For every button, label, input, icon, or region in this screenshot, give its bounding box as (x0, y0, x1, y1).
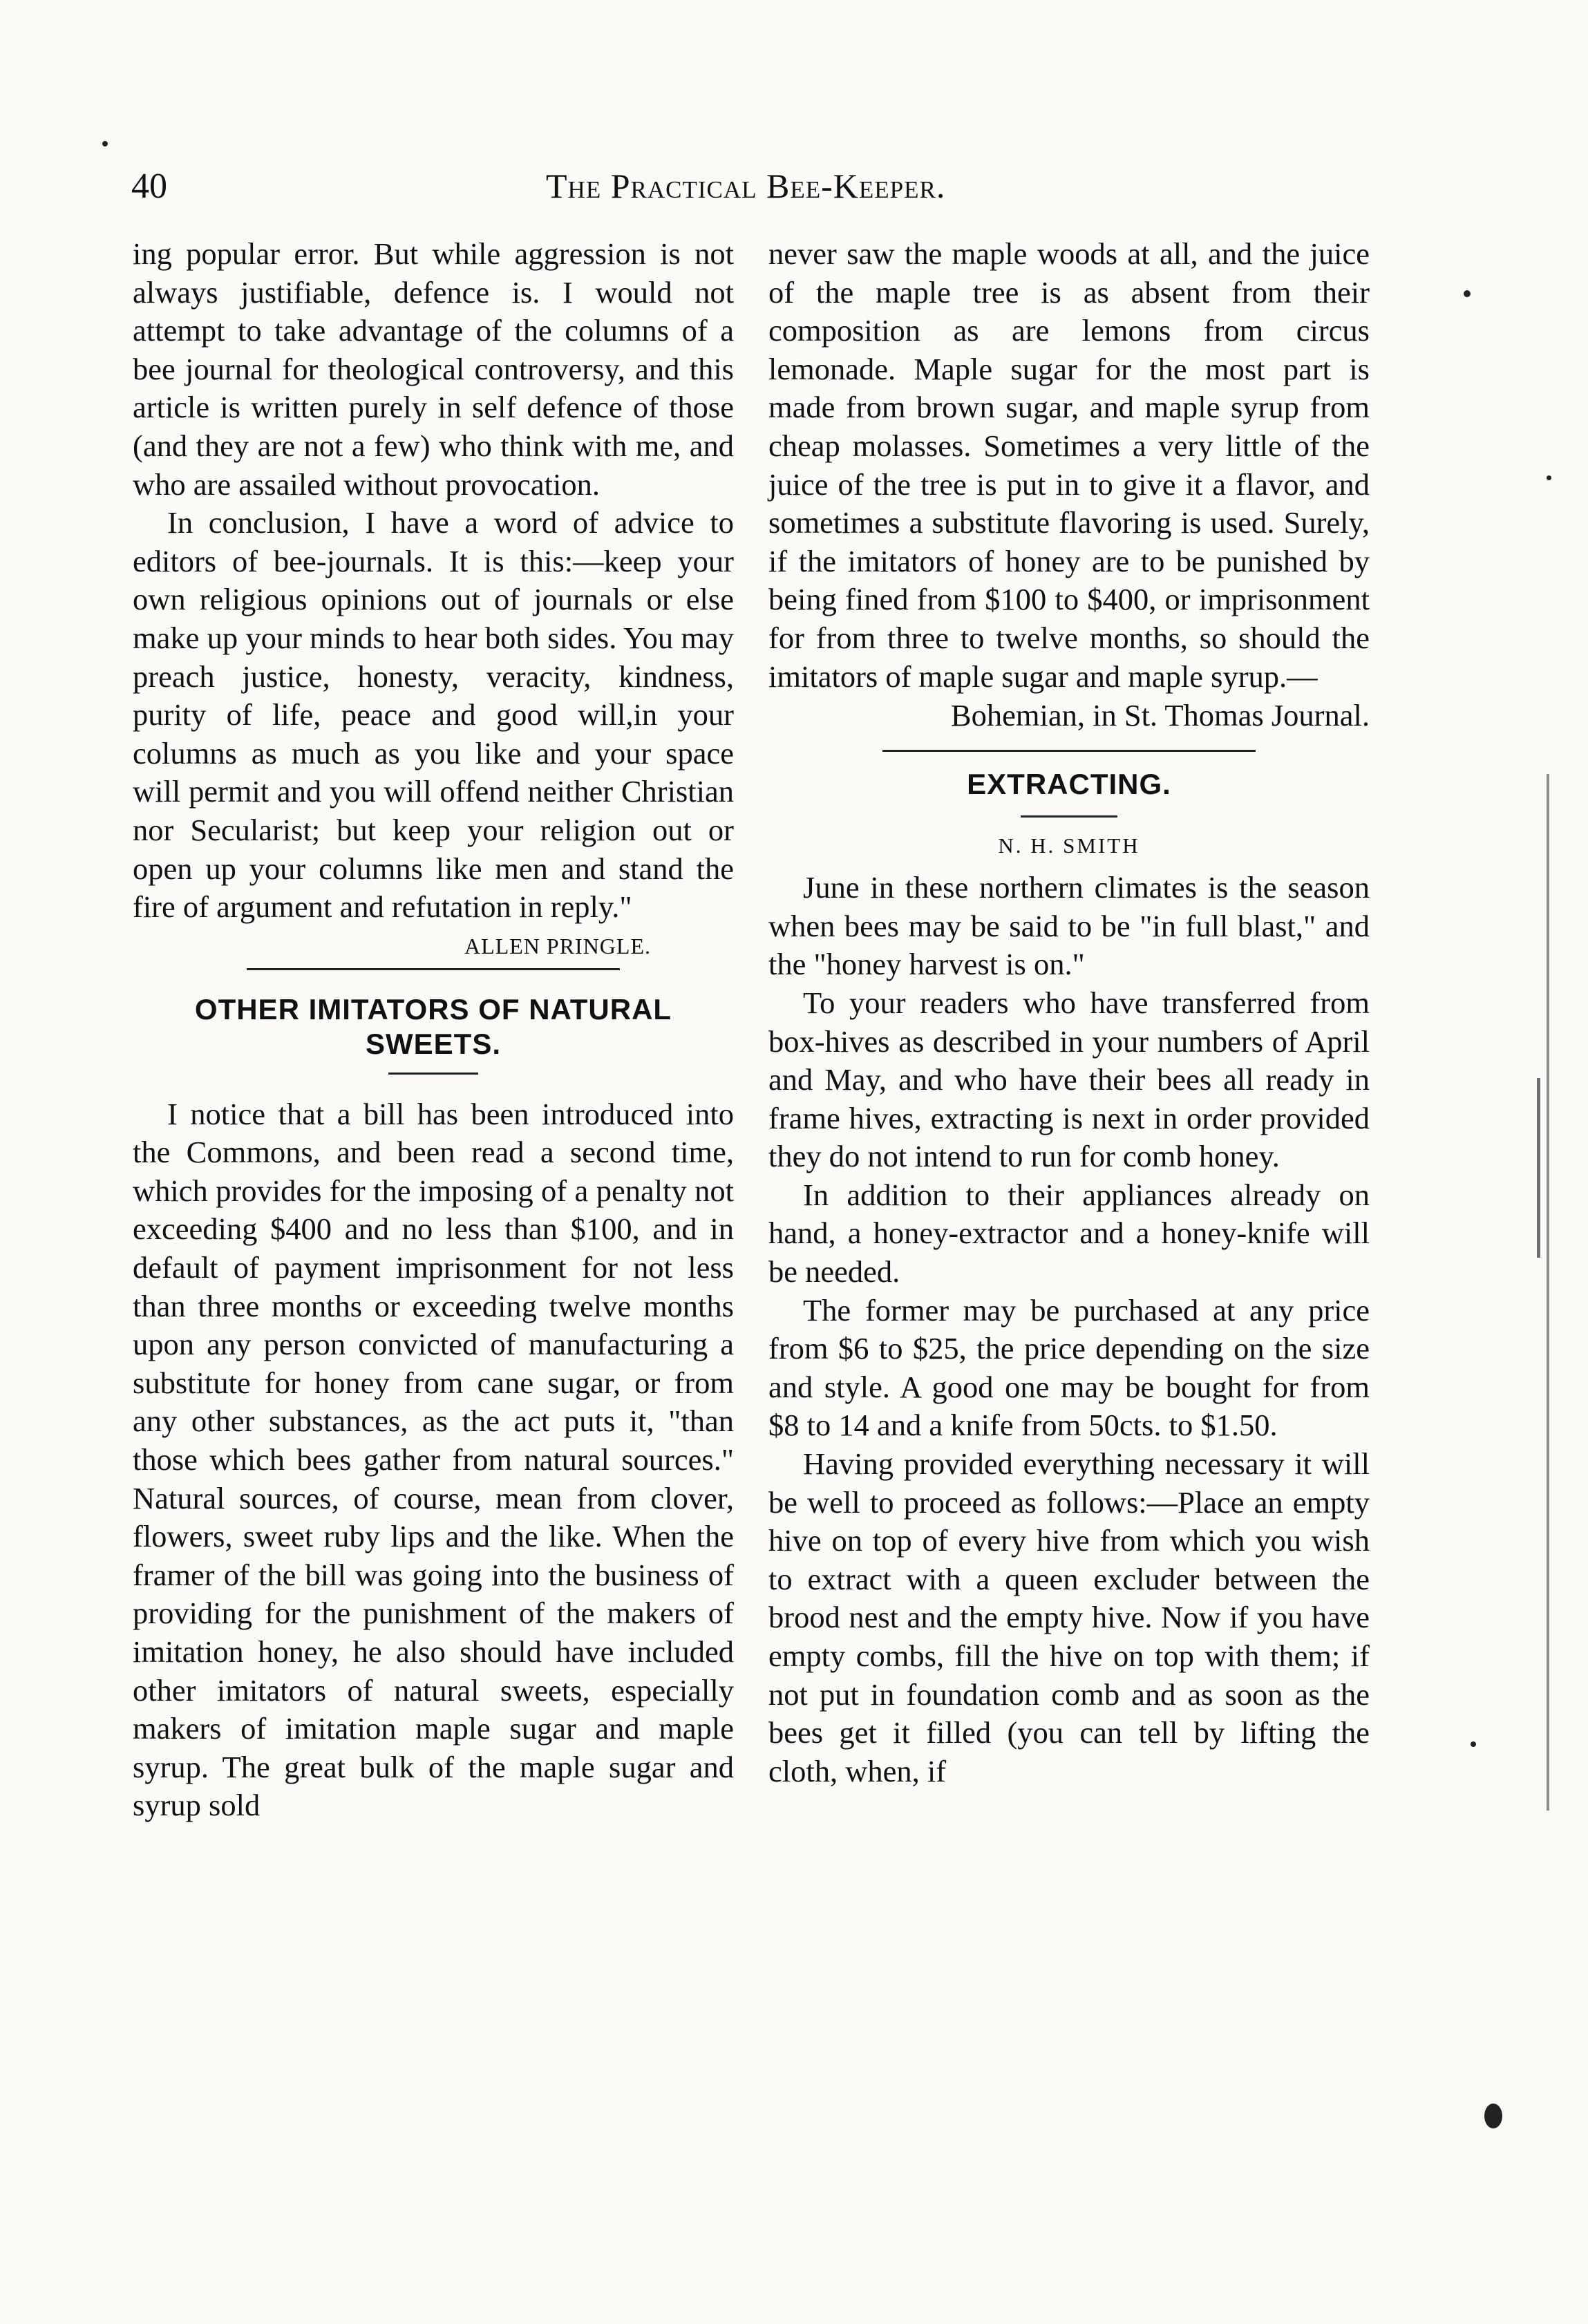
left-column (133, 235, 734, 1825)
scan-speck (102, 141, 108, 147)
paragraph: To your readers who have transferred from box-hives as described in your numbers of April and May, and who have their bees all ready in frame hives, extracting is next in order provided they do not intend to run for comb honey. (768, 985, 1370, 1174)
section-divider (882, 750, 1256, 752)
title-underline (1021, 815, 1117, 818)
paragraph: June in these northern climates is the season when bees may be said to be "in full blast," and the "honey harvest is on." (768, 870, 1370, 982)
paragraph: never saw the maple woods at all, and the juice of the maple tree is as absent from their composition as are lemons from circus lemonade. Maple sugar for the most part is made from brown sugar, and maple syrup from cheap molasses. Sometimes a very little of the juice of the tree is put in to give it a flavor, and sometimes a substitute flavoring is used. Surely, if the imitators of honey are to be punished by being fined from $100 to $400, or imprisonment for from three to twelve months, so should the imitators of maple sugar and maple syrup.— (768, 236, 1370, 694)
page-header (124, 166, 1368, 221)
paragraph: The former may be purchased at any price from $6 to $25, the price depending on the size and style. A good one may be bought for from $8 to 14 and a knife from 50cts. to $1.50. (768, 1292, 1370, 1443)
page-edge-shadow (1537, 1078, 1540, 1258)
signature: ALLEN PRINGLE. (464, 933, 651, 958)
running-title: The Practical Bee-Keeper. (546, 167, 946, 205)
section-divider (247, 968, 620, 970)
author: N. H. SMITH (998, 833, 1140, 858)
page-edge-shadow (1547, 774, 1549, 1811)
scan-speck (1464, 290, 1471, 297)
byline: Bohemian, in St. Thomas Journal. (950, 698, 1370, 733)
paragraph: ing popular error. But while aggression is not always justifiable, defence is. I would not attempt to take advantage of the columns of a bee journal for theological controversy, and this article is written purely in self defence of those (and they are not a few) who think with me, and who are assailed without provocation. (133, 236, 734, 502)
paragraph: Having provided everything necessary it will be well to proceed as follows:—Place an empty hive on top of every hive from which you wish to extract with a queen excluder between the brood nest and the empty hive. Now if you have empty combs, fill the hive on top with them; if not put in foundation comb and as soon as the bees get it filled (you can tell by lifting the cloth, when, if (768, 1446, 1370, 1788)
article-title: OTHER IMITATORS OF NATURAL SWEETS. (194, 992, 672, 1060)
title-underline (388, 1073, 478, 1075)
paragraph: In addition to their appliances already on hand, a honey-extractor and a honey-knife will be needed. (768, 1177, 1370, 1289)
paragraph: In conclusion, I have a word of advice to editors of bee-journals. It is this:—keep your own religious opinions out of journals or else make up your minds to hear both sides. You may preach justice, honesty, veracity, kindness, purity of life, peace and good will,in your columns as much as you like and your space will permit and you will offend neither Christian nor Secularist; but keep your religion out or open up your columns like men and stand the fire of argument and refutation in reply." (133, 505, 734, 925)
article-title: EXTRACTING. (967, 768, 1171, 801)
scan-speck (1547, 475, 1551, 480)
scan-speck (1484, 2104, 1502, 2128)
paragraph: I notice that a bill has been introduced into the Commons, and been read a second time, which provides for the imposing of a penalty not exceeding $400 and no less than $100, and in default of payment imprisonment for not less than three months or exceeding twelve months upon any person convicted of manufacturing a substitute for honey from cane sugar, or from any other substances, as the act puts it, "than those which bees gather from natural sources." Natural sources, of course, mean from clover, flowers, sweet ruby lips and the like. When the framer of the bill was going into the business of providing for the punishment of the makers of imitation honey, he also should have included other imitators of natural sweets, especially makers of imitation maple sugar and maple syrup. The great bulk of the maple sugar and syrup sold (133, 1096, 734, 1823)
page-number: 40 (131, 167, 167, 206)
right-column (768, 235, 1370, 1791)
scan-speck (1471, 1741, 1476, 1747)
